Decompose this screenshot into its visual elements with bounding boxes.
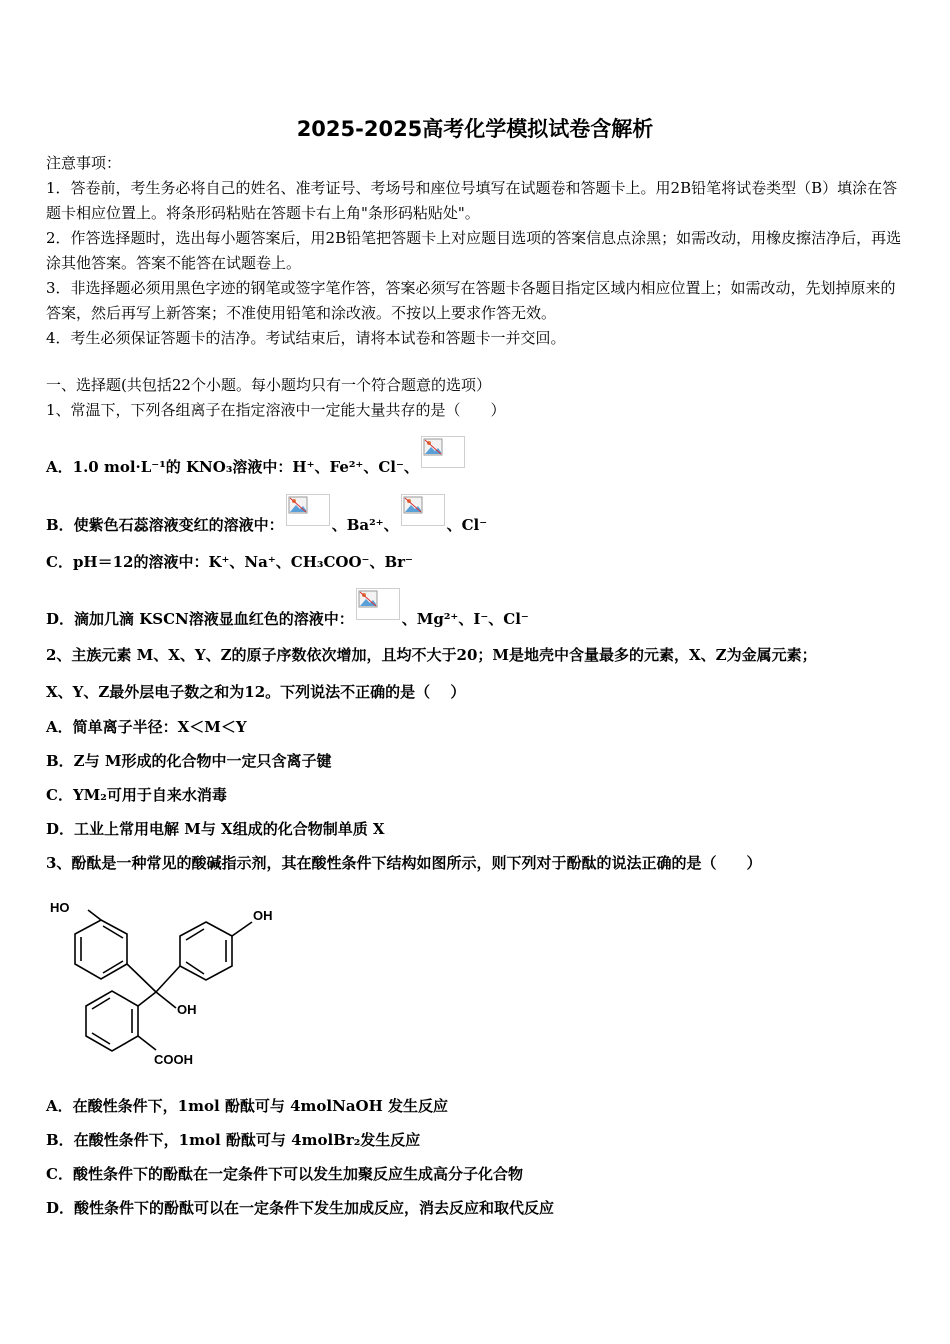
q3-option-b: B．在酸性条件下，1mol 酚酞可与 4molBr₂发生反应 <box>46 1131 421 1149</box>
q1-option-d <box>46 588 529 629</box>
ho-left-label: HO <box>50 900 70 915</box>
q1-option-d-text-2: 、Mg²⁺、I⁻、Cl⁻ <box>401 610 529 628</box>
phenolphthalein-structure-diagram <box>46 892 286 1072</box>
note-item-3: 3．非选择题必须用黑色字迹的钢笔或签字笔作答，答案必须写在答题卡各题目指定区域内相应位置上；如需改动，先划掉原来的答案，然后再写上新答案；不准使用铅笔和涂改液。不按以上要求作答无效。 <box>46 279 896 322</box>
q1-option-d-text-1: D．滴加几滴 KSCN溶液显血红色的溶液中： <box>46 610 354 628</box>
note-item-4: 4．考生必须保证答题卡的洁净。考试结束后，请将本试卷和答题卡一并交回。 <box>46 329 566 347</box>
q2-option-b: B．Z与 M形成的化合物中一定只含离子键 <box>46 752 332 770</box>
broken-image-icon <box>356 588 400 620</box>
broken-image-icon <box>421 436 465 468</box>
cooh-label: COOH <box>154 1052 193 1067</box>
note-item-1: 1．答卷前，考生务必将自己的姓名、准考证号、考场号和座位号填写在试题卷和答题卡上。用2B铅笔将试卷类型（B）填涂在答题卡相应位置上。将条形码粘贴在答题卡右上角"条形码粘贴处"。 <box>46 179 898 222</box>
q2-stem-line-1: 2、主族元素 M、X、Y、Z的原子序数依次增加，且均不大于20；M是地壳中含量最多的元素，X、Z为金属元素； <box>46 646 817 664</box>
page-title: 2025-2025高考化学模拟试卷含解析 <box>296 117 654 141</box>
q3-option-d: D．酸性条件下的酚酞可以在一定条件下发生加成反应，消去反应和取代反应 <box>46 1199 555 1217</box>
q1-option-a-text: A．1.0 mol·L⁻¹的 KNO₃溶液中：H⁺、Fe²⁺、Cl⁻、 <box>46 458 419 476</box>
q2-stem-line-2: X、Y、Z最外层电子数之和为12。下列说法不正确的是（ ） <box>46 683 466 701</box>
q1-option-b-text-1: B．使紫色石蕊溶液变红的溶液中： <box>46 516 284 534</box>
section-heading: 一、选择题(共包括22个小题。每小题均只有一个符合题意的选项） <box>46 376 491 394</box>
broken-image-icon <box>286 494 330 526</box>
q2-option-c: C．YM₂可用于自来水消毒 <box>46 786 227 804</box>
q1-option-b-text-2: 、Ba²⁺、 <box>331 516 399 534</box>
notes-section <box>46 151 906 351</box>
q1-stem: 1、常温下，下列各组离子在指定溶液中一定能大量共存的是（ ） <box>46 401 506 419</box>
q3-option-c: C．酸性条件下的酚酞在一定条件下可以发生加聚反应生成高分子化合物 <box>46 1165 523 1183</box>
notes-heading: 注意事项： <box>46 154 122 172</box>
oh-center-label: OH <box>177 1002 197 1017</box>
q1-option-a <box>46 436 467 477</box>
q1-option-b-text-3: 、Cl⁻ <box>446 516 488 534</box>
q3-stem: 3、酚酞是一种常见的酸碱指示剂，其在酸性条件下结构如图所示，则下列对于酚酞的说法正确的是（ ） <box>46 854 762 872</box>
oh-right-label: OH <box>253 908 273 923</box>
broken-image-icon <box>401 494 445 526</box>
q2-option-a: A．简单离子半径：X＜M＜Y <box>46 718 247 736</box>
q1-option-c: C．pH＝12的溶液中：K⁺、Na⁺、CH₃COO⁻、Br⁻ <box>46 553 413 571</box>
note-item-2: 2．作答选择题时，选出每小题答案后，用2B铅笔把答题卡上对应题目选项的答案信息点涂黑；如需改动，用橡皮擦洁净后，再选涂其他答案。答案不能答在试题卷上。 <box>46 229 902 272</box>
q3-option-a: A．在酸性条件下，1mol 酚酞可与 4molNaOH 发生反应 <box>46 1097 448 1115</box>
q1-option-b <box>46 494 487 535</box>
q2-option-d: D．工业上常用电解 M与 X组成的化合物制单质 X <box>46 820 385 838</box>
